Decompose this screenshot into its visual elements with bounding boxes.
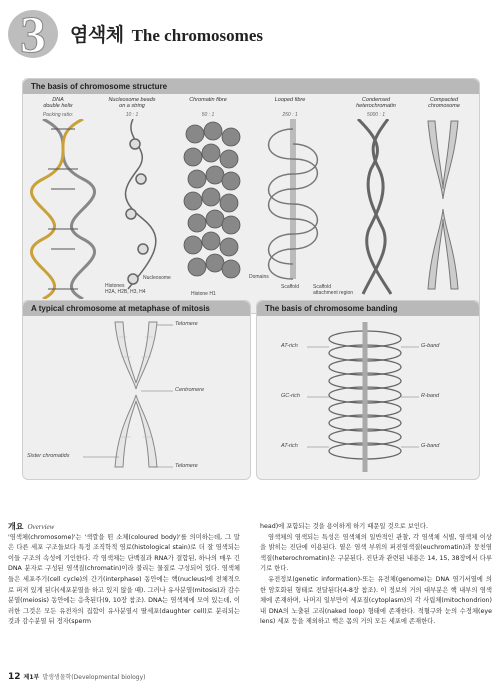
label-gc-rich: GC-rich	[281, 393, 300, 399]
label-g-band-2: G-band	[421, 443, 440, 449]
col-ratio-looped: 250 : 1	[282, 112, 298, 118]
figure-metaphase-chromosome	[22, 300, 251, 480]
dna-helix-icon	[31, 119, 94, 299]
body-column-right	[260, 522, 492, 628]
footer-book-title: 발생생물학(Developmental biology)	[42, 674, 146, 681]
page-footer	[8, 672, 145, 682]
col-ratio-condensed: 5000 : 1	[366, 112, 386, 118]
col-label-chromatin: Chromatin fibre	[189, 97, 227, 103]
compacted-chromosome-icon	[428, 121, 458, 289]
chapter-title	[70, 20, 263, 47]
condensed-heterochromatin-icon	[358, 119, 391, 294]
col-ratio-nucleosome: 10 : 1	[125, 112, 139, 118]
paragraph-2: head)에 포함되는 것을 용이하게 하기 때문일 것으로 보인다.	[260, 523, 429, 530]
page-number: 12	[8, 672, 21, 682]
title-korean: 염색체	[70, 24, 124, 46]
col-label-nucleosome: Nucleosome beads on a string	[108, 97, 156, 110]
label-at-rich-1: AT-rich	[281, 343, 298, 349]
label-sister-chromatids: Sister chromatids	[27, 453, 70, 459]
nucleosome-string-icon	[126, 119, 156, 289]
chapter-number: 3	[20, 7, 46, 60]
figure-chromosome-structure	[22, 78, 480, 314]
figure-mitosis-title: A typical chromosome at metaphase of mitosis	[23, 301, 250, 316]
footer-part: 제1부	[23, 674, 40, 681]
overview-heading: 개요 Overview	[8, 522, 55, 531]
paragraph-3: 염색체의 염색되는 특성은 염색체의 일반적인 관찰, 각 염색체 식별, 염색체 이상을 밝히는 진단에 이용된다. 옅은 염색 부위의 퍼진염색질(euchromatin)과 뭉친염색질(heterochromatin)은 구분된다. 진단과 관련된 내용은 14, 15, 38장에서 다루기로 한다.	[260, 533, 492, 573]
looped-fibre-icon	[269, 119, 318, 279]
label-scaffold: Scaffold	[281, 284, 299, 290]
body-column-left	[8, 522, 240, 628]
label-nucleosome: Nucleosome	[143, 275, 171, 281]
label-telomere-bottom: Telomere	[175, 463, 198, 469]
label-at-rich-2: AT-rich	[281, 443, 298, 449]
paragraph-4: 유전정보(genetic information)-또는 유전체(genome)는 DNA 염기서열에 의한 암호화된 형태로 전달된다(4-8장 참조). 이 정보의 거의 대부분은 핵 내부의 염색체에 존재하며, 나머지 일부만이 세포질(cytoplasm)의 각 사립체(mitochondrion)내 DNA의 노출된 고리(naked loop) 형태에 존재한다. 적혈구와 눈의 수정체(eye lens) 세포 등을 제외하고 핵은 몸의 거의 모든 세포에 존재한다.	[260, 575, 492, 626]
col-label-condensed: Condensed heterochromatin	[356, 97, 396, 110]
label-telomere-top: Telomere	[175, 321, 198, 327]
chapter-number-badge	[6, 4, 60, 60]
figure-structure-title: The basis of chromosome structure	[23, 79, 479, 94]
col-ratio-dna: Packing ratio:	[42, 112, 74, 118]
col-label-looped: Looped fibre	[274, 97, 306, 103]
col-ratio-chromatin: 50 : 1	[201, 112, 215, 118]
label-g-band-1: G-band	[421, 343, 440, 349]
col-label-compacted: Compacted chromosome	[428, 97, 460, 110]
label-r-band: R-band	[421, 393, 440, 399]
label-centromere: Centromere	[175, 387, 205, 393]
col-label-dna: DNA double helix	[43, 97, 73, 110]
chromatin-fibre-icon	[184, 122, 240, 278]
structure-illustration	[23, 119, 479, 299]
title-english: The chromosomes	[131, 26, 263, 45]
label-domains: Domains	[249, 274, 269, 280]
paragraph-1: '염색체(chromosome)'는 '색깔을 띤 소체(coloured body)'를 의미하는데, 그 말은 다른 세포 구조들보다 특정 조직학적 염료(histological stain)로 더 잘 염색되는 이들 구조의 속성에 기인한다. 각 염색체는 단백질과 RNA가 결합된, 하나의 매우 긴 DNA 분자로 구성된 염색질(chromatin)이라 불리는 물질로 구성되어 있다. 염색체들은 세포주기(cell cycle)의 간기(interphase) 동안에는 핵(nucleus)에 전체적으로 퍼져 있게 된다(세포분열을 하고 있지 않을 때). 그러나 유사분열(mitosis)과 감수분열(meiosis) 동안에는 응축된다(9, 10장 참조). DNA는 염색체에 모여 있는데, 이러한 그것은 모든 유전자의 집합이 유사분열시 딸세포(daughter cell)로 분리되는 것과 감수분열 뒤 정자(sperm	[8, 533, 240, 626]
figure-chromosome-banding	[256, 300, 480, 480]
label-scaffold-attachment: Scaffold attachment region	[313, 284, 354, 296]
figure-banding-title: The basis of chromosome banding	[257, 301, 479, 316]
label-histone-h1: Histone H1	[191, 291, 216, 297]
label-histones: Histones H2A, H2B, H3, H4	[105, 283, 146, 295]
